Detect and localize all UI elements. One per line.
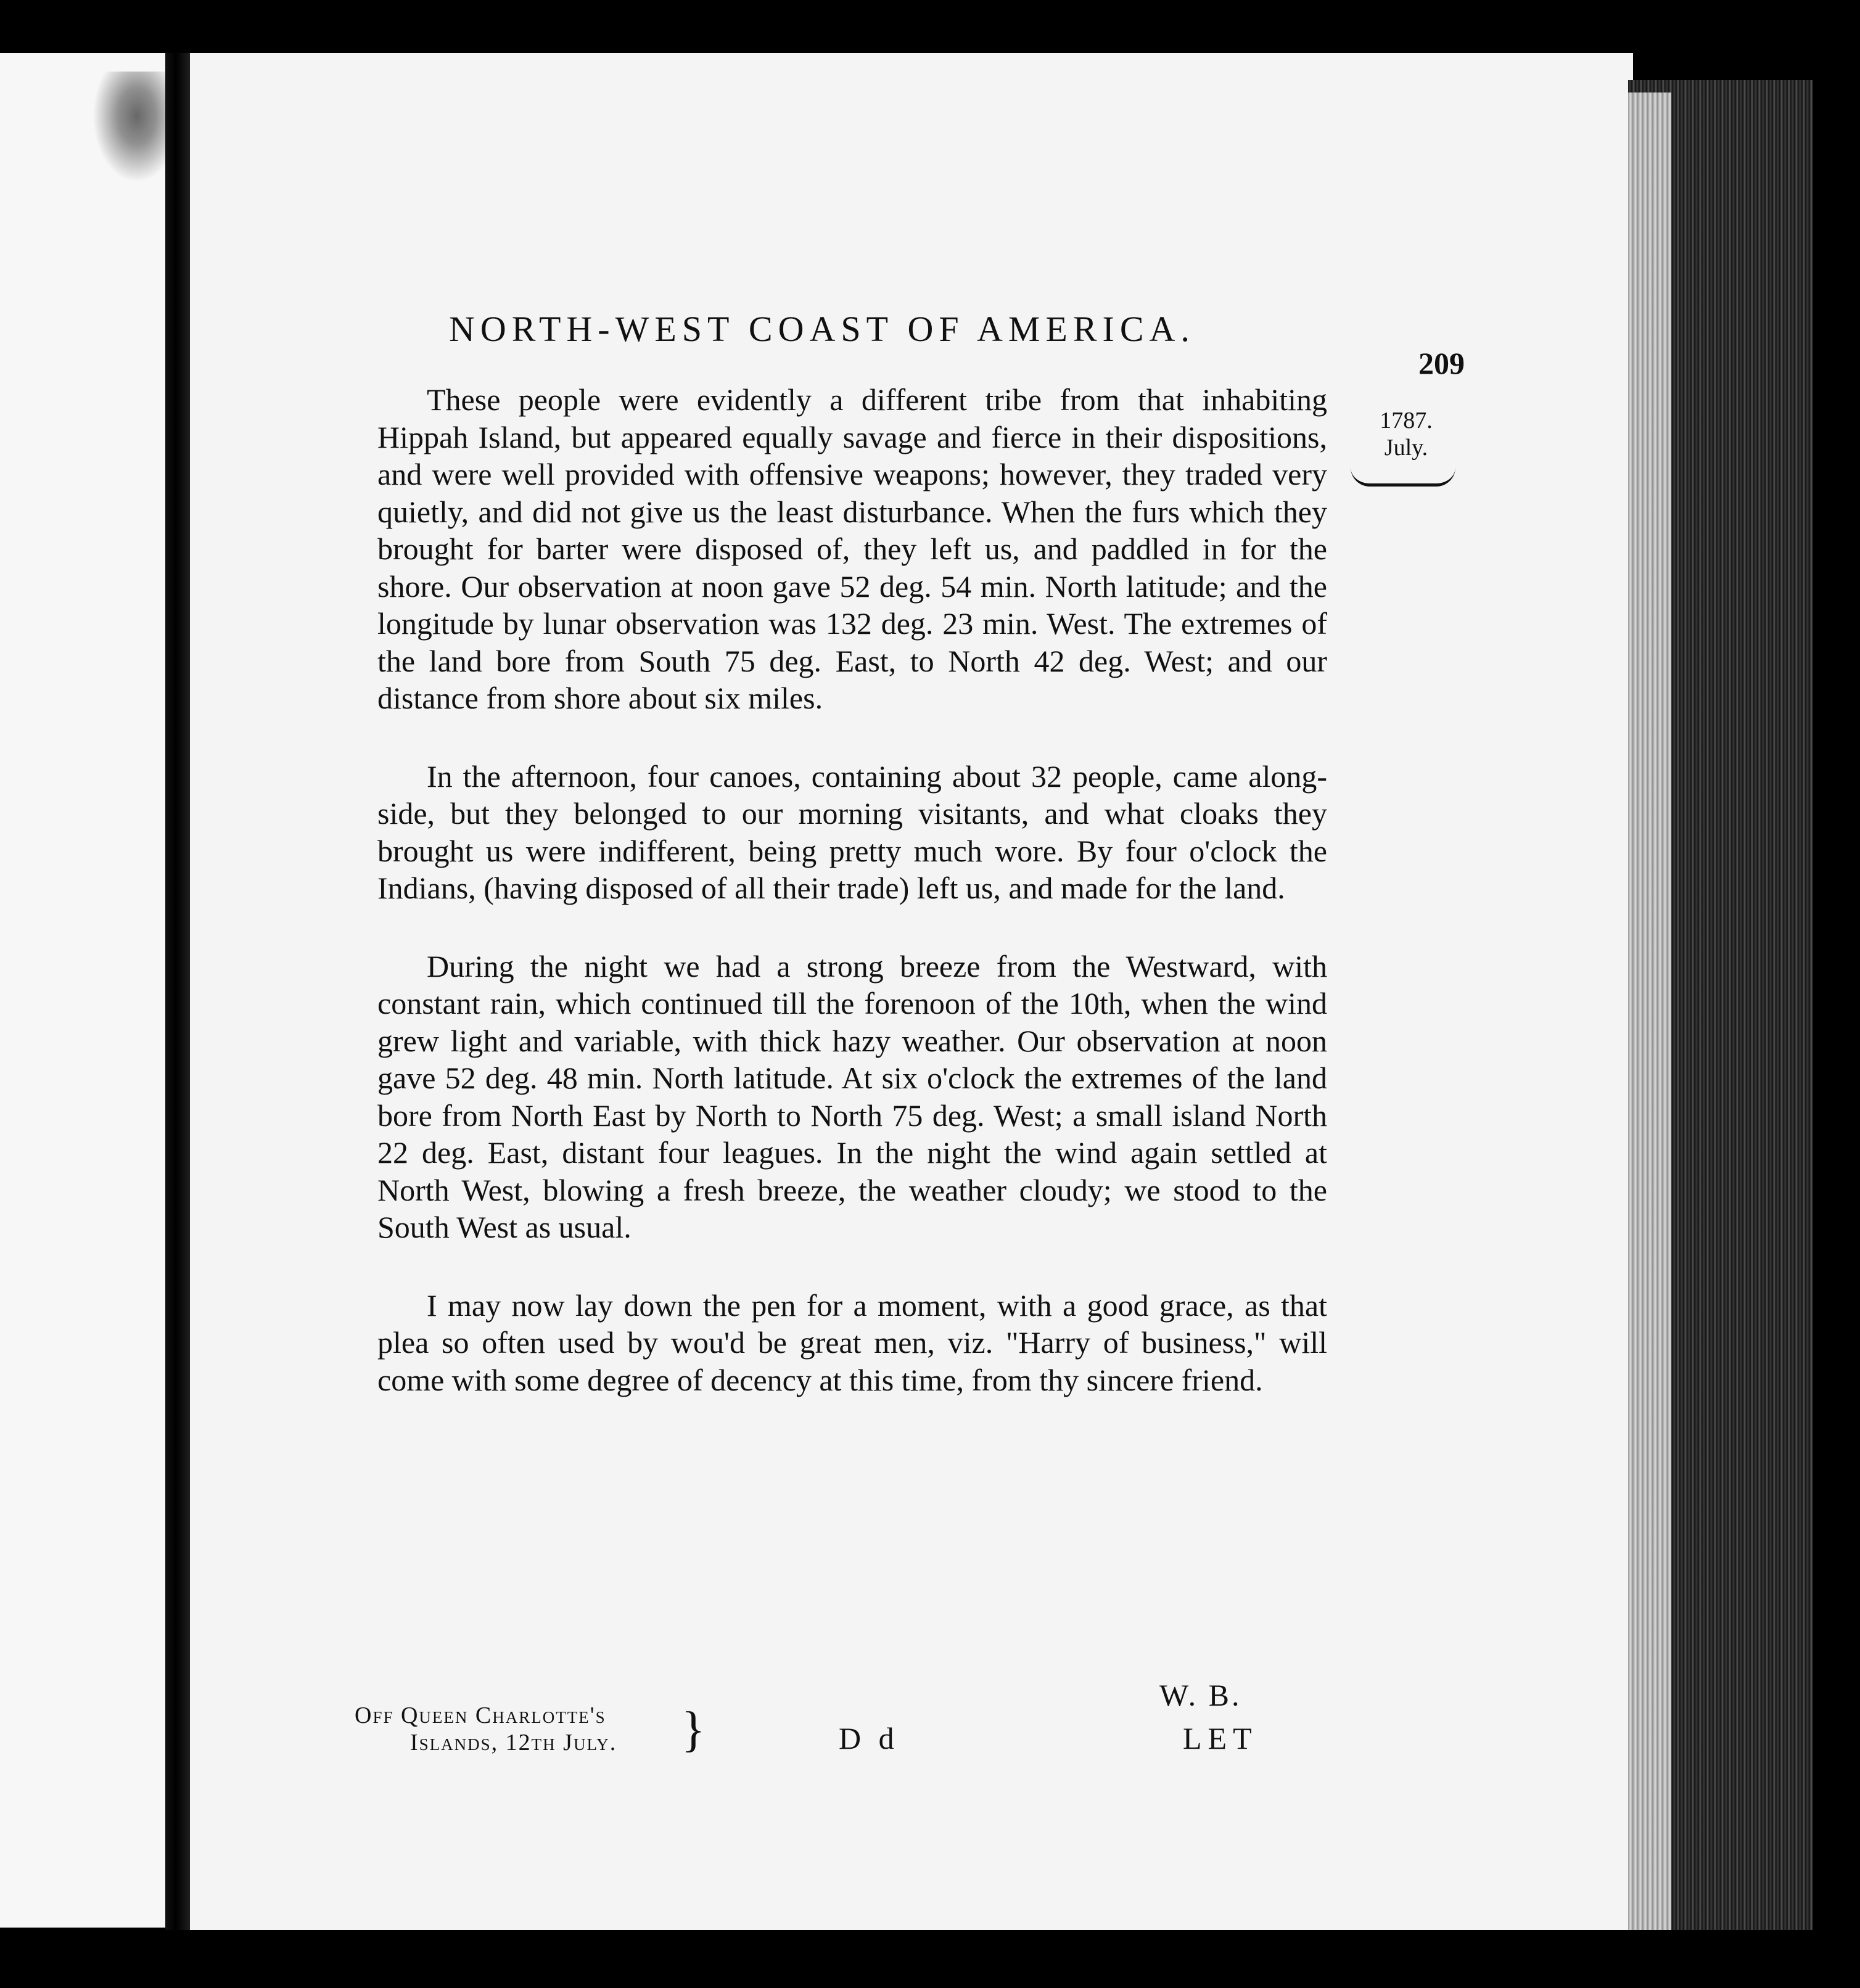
body-text bbox=[377, 381, 1327, 1399]
page-stain bbox=[93, 72, 167, 183]
signature-mark: D d bbox=[839, 1721, 899, 1756]
film-border-top bbox=[0, 0, 1860, 55]
paragraph: During the night we had a strong breeze from the Westward, with constant rain, which continued till the forenoon of the 10th, when the wind grew light and variable, with thick hazy weather. Our observation at noon gave 52 deg. 48 min. North latitude. At six o'clock the extremes of the land bore from North East by North to North 75 deg. West; a small island North 22 deg. East, distant four leagues. In the night the wind again settled at North West, blowing a fresh breeze, the weather cloudy; we stood to the South West as usual. bbox=[377, 948, 1327, 1244]
margin-year: 1787. bbox=[1380, 408, 1433, 433]
paragraph: In the afternoon, four canoes, containing about 32 people, came along-side, but they belonged to our morning visitants, and what cloaks they brought us were indifferent, being pretty much wore. By four o'clock the Indians, (having disposed of all their trade) left us, and made for the land. bbox=[377, 758, 1327, 905]
page-edges-highlight bbox=[1628, 92, 1671, 1930]
dateline-line-1: Off Queen Charlotte's bbox=[355, 1703, 606, 1728]
catchword: LET bbox=[1183, 1721, 1258, 1756]
book-gutter bbox=[165, 53, 191, 1930]
page-number: 209 bbox=[1418, 346, 1465, 380]
paragraph: These people were evidently a different tribe from that inhabiting Hippah Island, but appeared equally savage and fierce in their dispositions, and were well provided with offensive weapons; however, they traded very quietly, and did not give us the least disturbance. When the furs which they brought for barter were disposed of, they left us, and paddled in for the shore. Our observation at noon gave 52 deg. 54 min. North latitude; and the longitude by lunar observation was 132 deg. 23 min. West. The extremes of the land bore from South 75 deg. East, to North 42 deg. West; and our distance from shore about six miles. bbox=[377, 382, 1327, 715]
dateline-line-2: Islands, 12th July. bbox=[410, 1730, 617, 1756]
paragraph: I may now lay down the pen for a moment, with a good grace, as that plea so often used by wou'd be great men, viz. "Harry of business," will come with some degree of decency at this time, from thy sincere friend. bbox=[377, 1288, 1327, 1397]
margin-note bbox=[1354, 407, 1459, 461]
signature: W. B. bbox=[1159, 1678, 1242, 1712]
facing-page bbox=[0, 53, 170, 1928]
dateline-brace: } bbox=[681, 1703, 706, 1757]
film-border-bottom bbox=[0, 1930, 1860, 1988]
running-head: NORTH-WEST COAST OF AMERICA. bbox=[449, 309, 1195, 349]
dateline bbox=[355, 1702, 700, 1756]
margin-brace bbox=[1351, 467, 1455, 487]
margin-month: July. bbox=[1384, 435, 1428, 461]
